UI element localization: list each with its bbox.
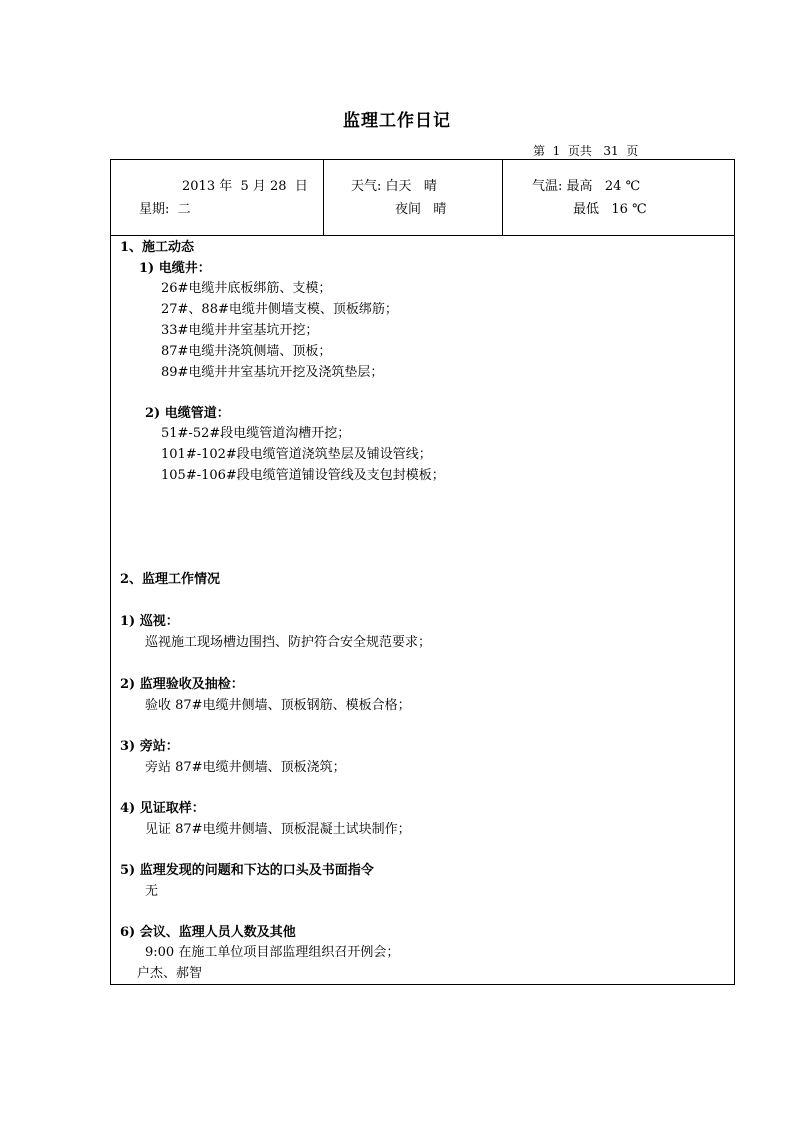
header-divider-1 [323,160,324,235]
header-divider-2 [502,160,503,235]
weather-night: 夜间 晴 [395,202,447,217]
duct-item: 51#-52#段电缆管道沟槽开挖； [161,426,351,441]
header-separator [111,235,734,236]
weekday-field: 星期: 二 [139,202,191,217]
issues-text: 无 [145,884,159,899]
diary-table [110,159,735,985]
well-item: 87#电缆井浇筑侧墙、顶板； [161,344,332,359]
sidestation-heading: 3) 旁站： [120,739,179,754]
patrol-text: 巡视施工现场槽边围挡、防护符合安全规范要求； [145,635,432,650]
well-item: 26#电缆井底板绑筋、支模； [161,281,332,296]
construction-heading: 1、施工动态 [120,240,195,255]
patrol-heading: 1) 巡视： [120,614,179,629]
diary-title: 监理工作日记 [343,111,451,131]
well-item: 33#电缆井井室基坑开挖； [161,323,319,338]
meeting-heading: 6) 会议、监理人员人数及其他 [120,925,296,940]
weather-day: 天气: 白天 晴 [351,179,437,194]
well-item: 27#、88#电缆井侧墙支模、顶板绑筋； [161,302,398,317]
temperature-low: 最低 16 ℃ [573,202,647,217]
issues-heading: 5) 监理发现的问题和下达的口头及书面指令 [120,863,374,878]
duct-heading: 2) 电缆管道： [145,406,230,421]
acceptance-heading: 2) 监理验收及抽检： [120,677,244,692]
sidestation-text: 旁站 87#电缆井侧墙、顶板浇筑； [145,760,346,775]
date-field: 2013 年 5 月 28 日 [182,179,308,194]
supervision-heading: 2、监理工作情况 [120,572,221,587]
wells-heading: 1) 电缆井： [139,261,211,276]
witness-heading: 4) 见证取样： [120,801,205,816]
well-item: 89#电缆井井室基坑开挖及浇筑垫层； [161,365,384,380]
meeting-text: 9:00 在施工单位项目部监理组织召开例会； [145,945,400,960]
temperature-high: 气温: 最高 24 ℃ [532,179,641,194]
duct-item: 101#-102#段电缆管道浇筑垫层及铺设管线； [161,447,432,462]
duct-item: 105#-106#段电缆管道铺设管线及支包封模板； [161,468,445,483]
staff-text: 户杰、郝智 [137,966,203,981]
page-info: 第 1 页共 31 页 [533,144,639,158]
witness-text: 见证 87#电缆井侧墙、顶板混凝土试块制作； [145,822,411,837]
acceptance-text: 验收 87#电缆井侧墙、顶板钢筋、模板合格； [145,698,411,713]
